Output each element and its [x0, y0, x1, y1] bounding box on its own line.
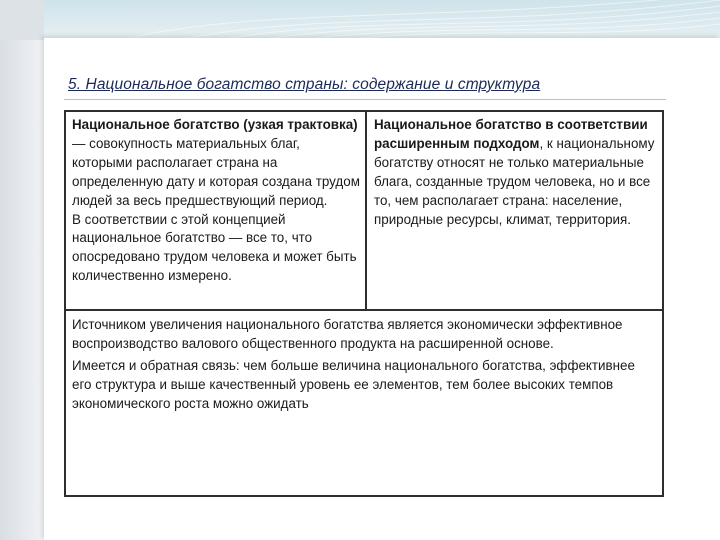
feedback-paragraph: Имеется и обратная связь: чем больше величина национального богатства, эффективнее его структура и выше качественный уровень ее элементов, тем более высоких темпов экономического роста можно ожидать [72, 357, 635, 411]
background-left-band [0, 0, 44, 540]
narrow-definition-heading: Национальное богатство (узкая трактовка) [72, 117, 358, 132]
background-corner [0, 0, 44, 40]
growth-source-paragraph: Источником увеличения национального богатства является экономически эффективное воспроизводство валового общественного продукта на расширенной основе. [72, 317, 623, 351]
broad-definition-text: , к национальному богатству относят не только материальные блага, созданные трудом человека, но и все то, чем располагает страна: население, природные ресурсы, климат, территория. [374, 135, 655, 227]
decorative-wave-lines [0, 0, 720, 40]
title-divider [64, 99, 666, 100]
slide-title: 5. Национальное богатство страны: содержание и структура [68, 76, 541, 93]
background-top-band [0, 0, 720, 40]
narrow-definition-text: — совокупность материальных благ, которыми располагает страна на определенную дату и которая создана трудом людей за весь предшествующий период. [72, 135, 360, 208]
cell-growth-relation [66, 311, 662, 414]
content-table [64, 110, 664, 497]
broad-definition-heading: Национальное богатство в соответствии расширенным подходом [374, 117, 648, 151]
narrow-definition-concept: В соответствии с этой концепцией национальное богатство — все то, что опосредовано трудом человека и может быть количественно измерено. [72, 211, 357, 284]
cell-narrow-definition [66, 112, 367, 309]
cell-broad-definition [367, 112, 662, 309]
